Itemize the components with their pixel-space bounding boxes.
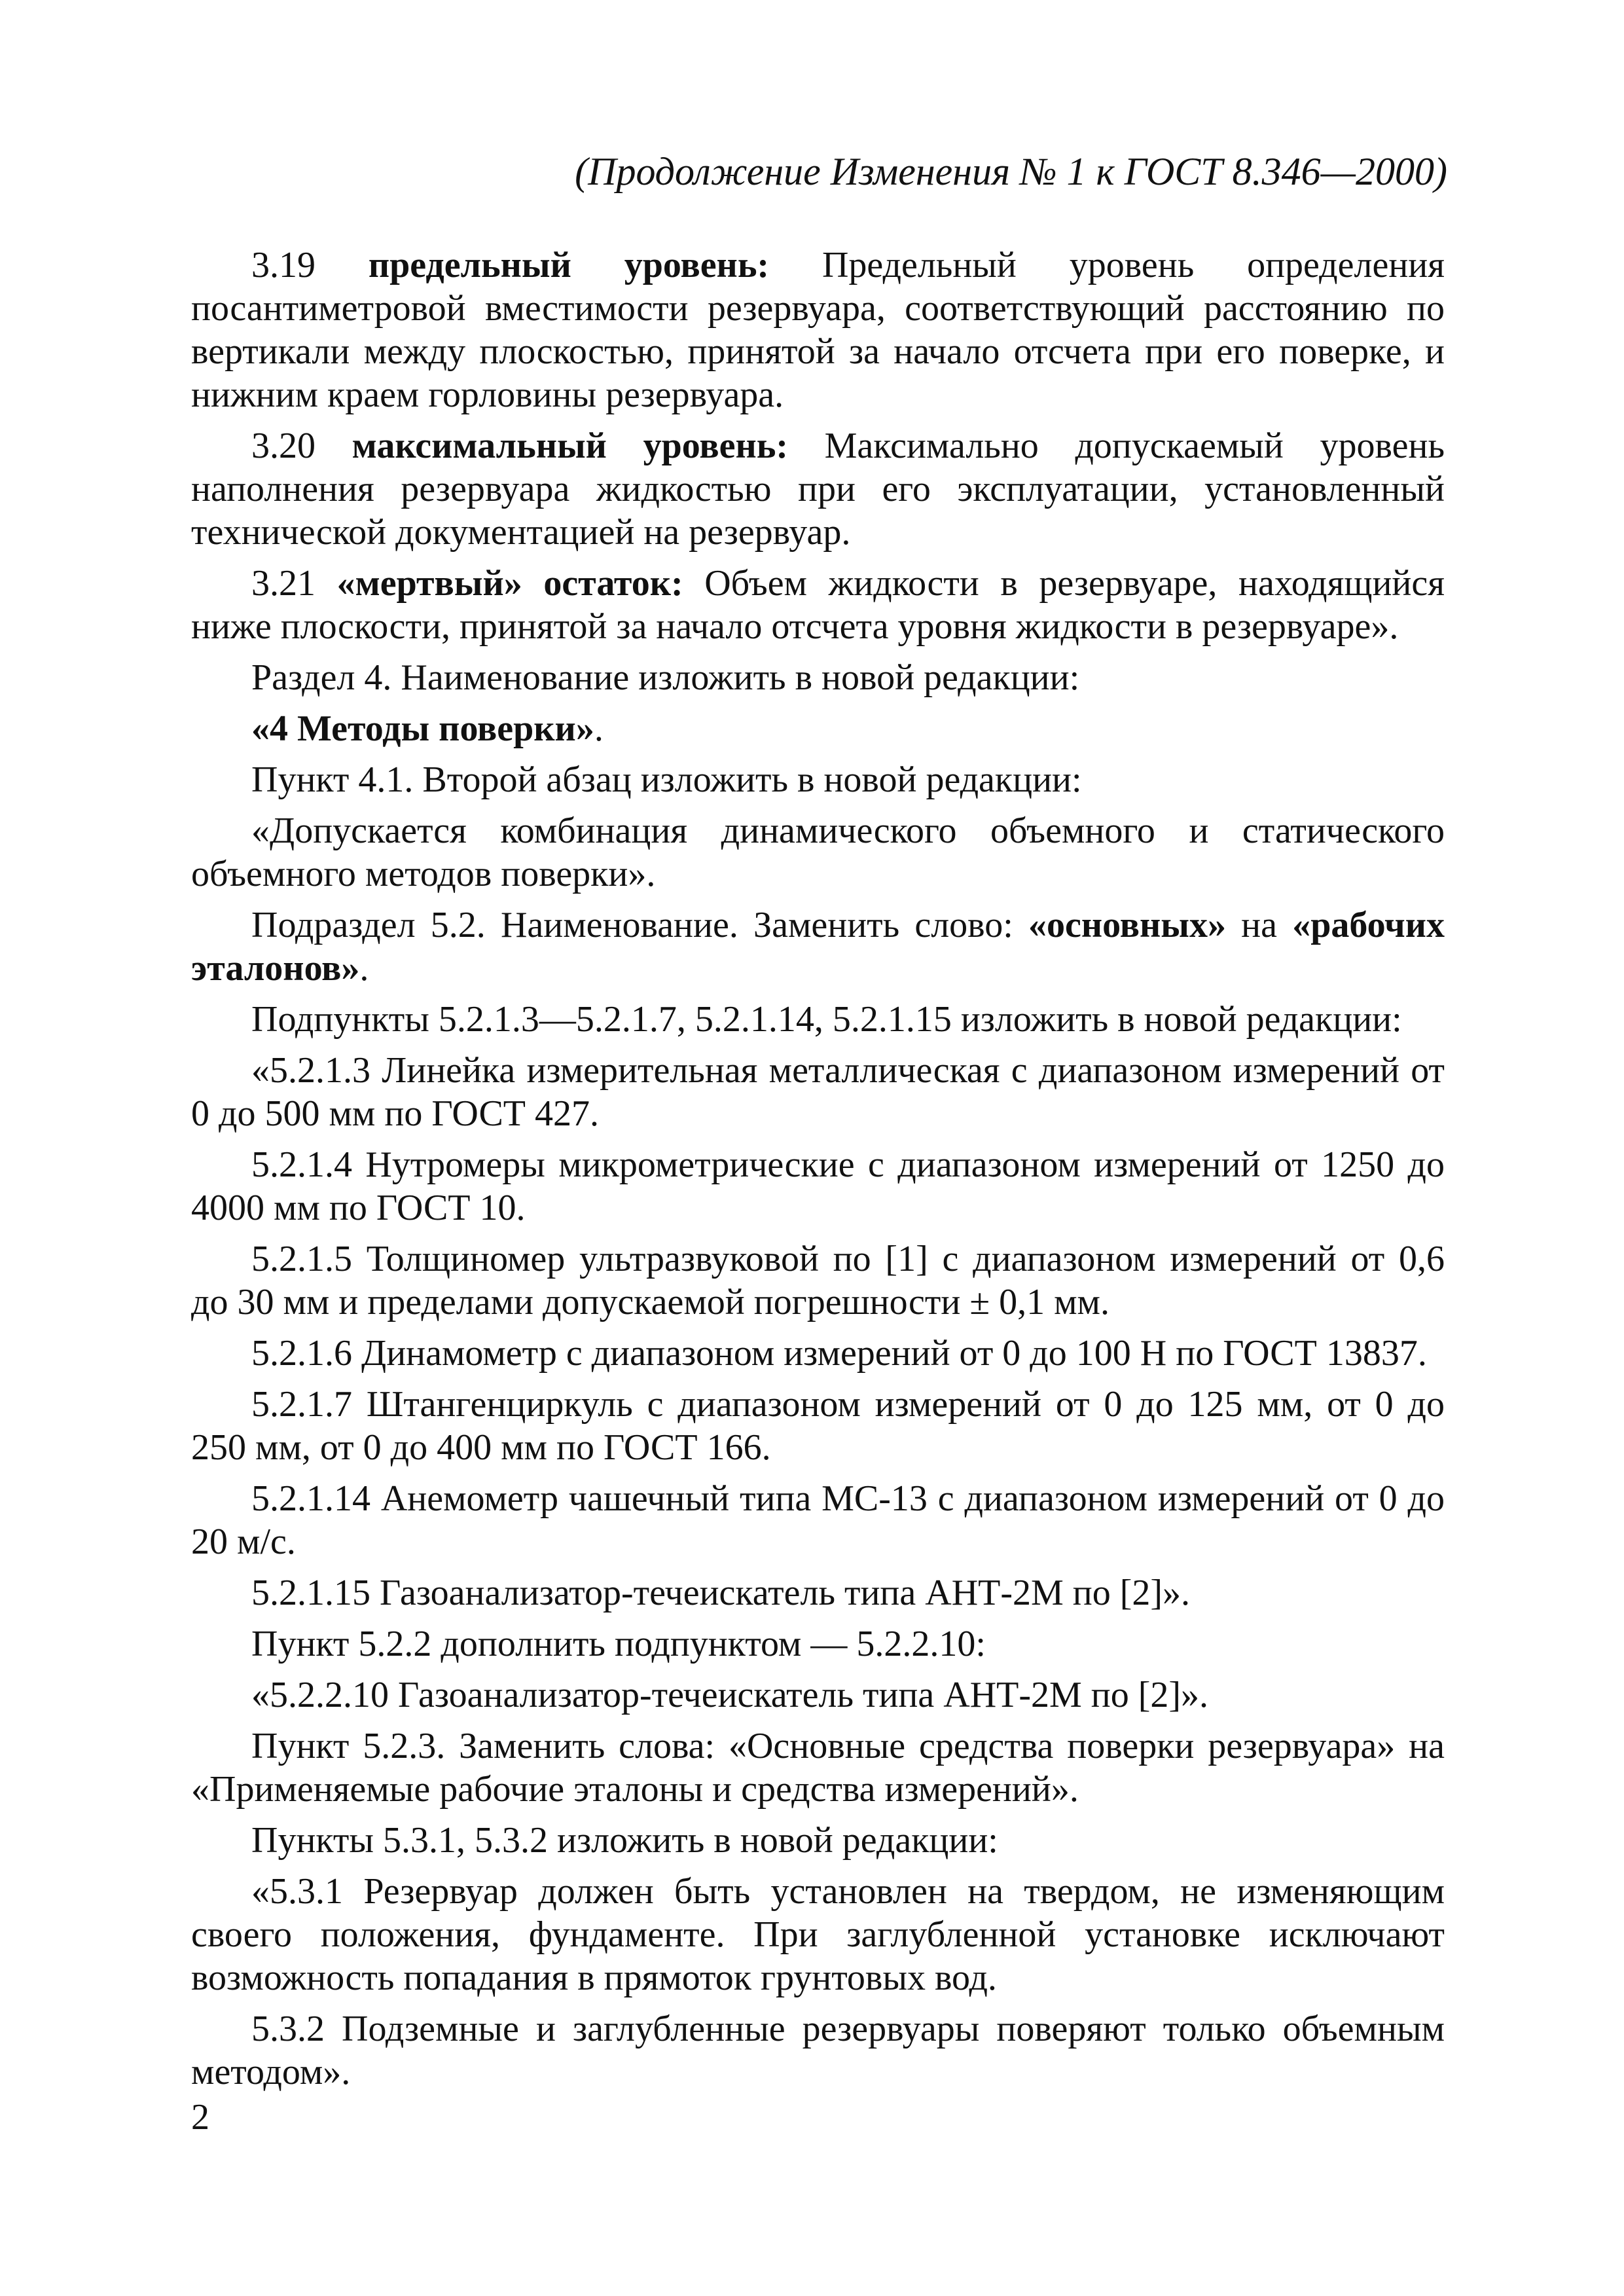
paragraph-section-4-title: «4 Методы поверки». — [251, 708, 604, 749]
paragraph-section-4: Раздел 4. Наименование изложить в новой редакции: — [251, 657, 1080, 698]
term: максимальный уровень: — [352, 426, 788, 466]
clause-number: 3.19 — [251, 245, 369, 285]
paragraph-item-4-1: Пункт 4.1. Второй абзац изложить в новой редакции: — [251, 759, 1082, 800]
paragraph-item-5-2-3: Пункт 5.2.3. Заменить слова: «Основные средства поверки резервуара» на «Применяемые рабочие эталоны и средства измерений». — [191, 1726, 1445, 1810]
paragraph-5-2-1-4: 5.2.1.4 Нутромеры микрометрические с диапазоном измерений от 1250 до 4000 мм по ГОСТ 10. — [191, 1144, 1445, 1228]
paragraph-5-2-1-6: 5.2.1.6 Динамометр с диапазоном измерений от 0 до 100 Н по ГОСТ 13837. — [251, 1333, 1427, 1374]
old-word: «основных» — [1028, 905, 1226, 945]
paragraph-5-2-1-15: 5.2.1.15 Газоанализатор-течеискатель типа АНТ-2М по [2]». — [251, 1573, 1191, 1613]
paragraph-subitems: Подпункты 5.2.1.3—5.2.1.7, 5.2.1.14, 5.2.1.15 изложить в новой редакции: — [251, 999, 1402, 1040]
page-header: (Продолжение Изменения № 1 к ГОСТ 8.346—2000) — [575, 150, 1447, 193]
paragraph-5-3-1: «5.3.1 Резервуар должен быть установлен на твердом, не изменяющим своего положения, фундаменте. При заглубленной установке исключают возможность попадания в прямоток грунтовых вод. — [191, 1871, 1445, 1998]
clause-number: 3.20 — [251, 426, 352, 466]
paragraph-item-5-2-2: Пункт 5.2.2 дополнить подпунктом — 5.2.2.10: — [251, 1624, 986, 1664]
paragraph-5-2-1-14: 5.2.1.14 Анемометр чашечный типа МС-13 с диапазоном измерений от 0 до 20 м/с. — [191, 1478, 1445, 1562]
section-title: «4 Методы поверки» — [251, 708, 594, 749]
paragraph-5-2-1-7: 5.2.1.7 Штангенциркуль с диапазоном измерений от 0 до 125 мм, от 0 до 250 мм, от 0 до 400 мм по ГОСТ 166. — [191, 1384, 1445, 1468]
paragraph-items-5-3: Пункты 5.3.1, 5.3.2 изложить в новой редакции: — [251, 1820, 998, 1861]
page-number: 2 — [191, 2097, 209, 2138]
term: «мертвый» остаток: — [336, 563, 683, 604]
paragraph-3-21 — [191, 562, 1445, 648]
paragraph-3-20 — [191, 424, 1445, 554]
definition: Максимально допускаемый уровень наполнения резервуара жидкостью при его эксплуатации, установленный технической документацией на резервуар. — [191, 426, 1445, 553]
definition: Предельный уровень определения посантиметровой вместимости резервуара, соответствующий расстоянию по вертикали между плоскостью, принятой за начало отсчета при его поверке, и нижним краем горловины резервуара. — [191, 245, 1445, 415]
paragraph-5-2-1-3: «5.2.1.3 Линейка измерительная металлическая с диапазоном измерений от 0 до 500 мм по ГОСТ 427. — [191, 1050, 1445, 1134]
paragraph-5-2-1-5: 5.2.1.5 Толщиномер ультразвуковой по [1] с диапазоном измерений от 0,6 до 30 мм и пределами допускаемой погрешности ± 0,1 мм. — [191, 1239, 1445, 1322]
paragraph-item-4-1-text: «Допускается комбинация динамического объемного и статического объемного методов поверки». — [191, 811, 1445, 894]
paragraph-3-19 — [191, 244, 1445, 416]
clause-number: 3.21 — [251, 563, 337, 604]
definition: Объем жидкости в резервуаре, находящийся ниже плоскости, принятой за начало отсчета уровня жидкости в резервуаре». — [191, 563, 1445, 647]
paragraph-5-3-2: 5.3.2 Подземные и заглубленные резервуары поверяют только объемным методом». — [191, 2009, 1445, 2092]
paragraph-5-2-2-10: «5.2.2.10 Газоанализатор-течеискатель типа АНТ-2М по [2]». — [251, 1675, 1209, 1715]
term: предельный уровень: — [368, 245, 770, 285]
paragraph-subsection-5-2: Подраздел 5.2. Наименование. Заменить слово: «основных» на «рабочих эталонов». — [191, 905, 1445, 989]
document-body — [191, 244, 1445, 2094]
new-word: «рабочих эталонов» — [191, 905, 1445, 989]
